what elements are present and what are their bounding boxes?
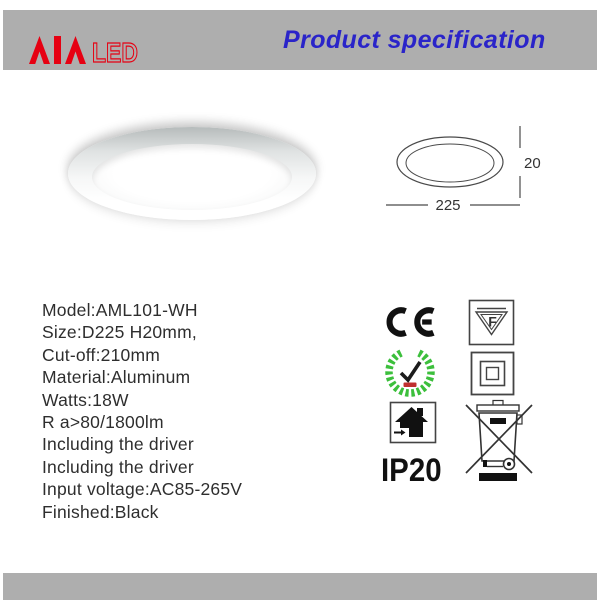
logo-led-outline (92, 38, 138, 68)
diameter-dimension-label: 225 (435, 197, 461, 214)
ce-letter-c (390, 310, 406, 333)
spec-list (42, 299, 242, 523)
logo-letter-a1 (29, 36, 50, 64)
class2-square-outer (472, 353, 514, 395)
f-mark-icon (468, 299, 515, 346)
checkmark (401, 362, 420, 380)
ce-mark-icon (384, 302, 436, 342)
dimension-diagram (378, 112, 550, 216)
wreath-leaves (389, 353, 431, 393)
indoor-use-icon (389, 401, 437, 444)
led-panel-photo (68, 127, 316, 220)
spec-line-voltage: Input voltage:AC85-265V (42, 479, 243, 500)
dim-ellipse-inner (406, 144, 494, 182)
house-chimney (417, 408, 423, 416)
spec-line-cri-lumen: R a>80/1800lm (42, 412, 164, 433)
logo-letter-i (54, 36, 61, 64)
f-mark-letter: F (488, 313, 497, 330)
spec-line-size: Size:D225 H20mm, (42, 322, 197, 343)
bin-wheel-hub (507, 462, 511, 466)
spec-line-driver-2: Including the driver (42, 456, 194, 477)
ip-rating-label: IP20 (381, 452, 442, 488)
spec-line-material: Material:Aluminum (42, 367, 191, 388)
class2-insulation-icon (470, 351, 515, 396)
bin-lid (477, 405, 519, 411)
page-title: Product specification (283, 26, 546, 54)
bin-underline-bar (479, 473, 517, 481)
wreath-red-band (404, 383, 417, 388)
quality-wreath-icon (382, 346, 438, 400)
height-dimension-label: 20 (524, 155, 541, 172)
led-panel-inner-face (92, 144, 292, 210)
bin-cross-out (466, 405, 532, 473)
spec-line-watts: Watts:18W (42, 389, 129, 410)
aia-led-logo-icon (29, 32, 149, 68)
bin-left-foot (483, 460, 487, 467)
logo-letter-a2 (65, 36, 86, 64)
logo-led-text: LED (92, 37, 138, 68)
spec-line-cutoff: Cut-off:210mm (42, 344, 161, 365)
weee-bin-icon (462, 397, 536, 483)
spec-line-driver-1: Including the driver (42, 434, 194, 455)
spec-line-model: Model:AML101-WH (42, 300, 198, 320)
bin-label-bar (490, 418, 506, 424)
footer-bar (3, 573, 597, 600)
spec-line-finish: Finished:Black (42, 501, 159, 522)
